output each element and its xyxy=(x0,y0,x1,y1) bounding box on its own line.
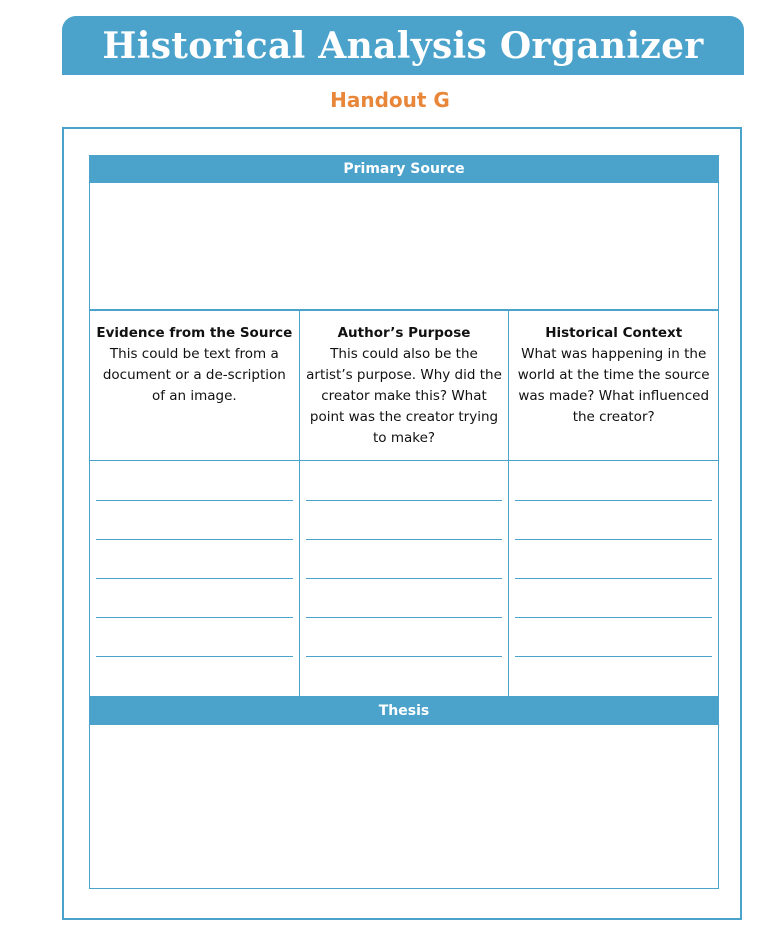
writing-line[interactable] xyxy=(96,656,293,657)
writing-line[interactable] xyxy=(96,578,293,579)
writing-line[interactable] xyxy=(96,617,293,618)
purpose-heading: Author’s Purpose xyxy=(337,325,471,341)
purpose-column-header xyxy=(300,311,509,461)
analysis-grid xyxy=(89,310,719,697)
context-heading: Historical Context xyxy=(545,325,683,341)
writing-line[interactable] xyxy=(306,617,503,618)
writing-line[interactable] xyxy=(515,656,712,657)
writing-line[interactable] xyxy=(96,539,293,540)
writing-line[interactable] xyxy=(96,500,293,501)
writing-line[interactable] xyxy=(515,539,712,540)
thesis-field[interactable] xyxy=(89,725,719,889)
thesis-header: Thesis xyxy=(89,697,719,725)
primary-source-header: Primary Source xyxy=(89,155,719,183)
purpose-prompt: This could also be the artist’s purpose. Why did the creator make this? What point was the creator trying to make? xyxy=(306,346,502,446)
context-column-header xyxy=(509,311,718,461)
writing-line[interactable] xyxy=(515,500,712,501)
writing-line[interactable] xyxy=(306,539,503,540)
page-title: Historical Analysis Organizer xyxy=(102,24,704,67)
evidence-heading: Evidence from the Source xyxy=(96,325,293,341)
purpose-column xyxy=(299,311,509,696)
context-prompt: What was happening in the world at the time the source was made? What influenced the creator? xyxy=(517,346,710,425)
evidence-prompt: This could be text from a document or a de-scription of an image. xyxy=(102,346,286,404)
writing-line[interactable] xyxy=(306,578,503,579)
writing-line[interactable] xyxy=(306,500,503,501)
title-banner xyxy=(62,16,744,75)
handout-label: Handout G xyxy=(330,88,450,112)
evidence-column-header xyxy=(90,311,299,461)
evidence-column xyxy=(90,311,299,696)
context-column xyxy=(508,311,718,696)
writing-line[interactable] xyxy=(515,617,712,618)
writing-line[interactable] xyxy=(306,656,503,657)
writing-line[interactable] xyxy=(515,578,712,579)
primary-source-field[interactable] xyxy=(89,183,719,310)
